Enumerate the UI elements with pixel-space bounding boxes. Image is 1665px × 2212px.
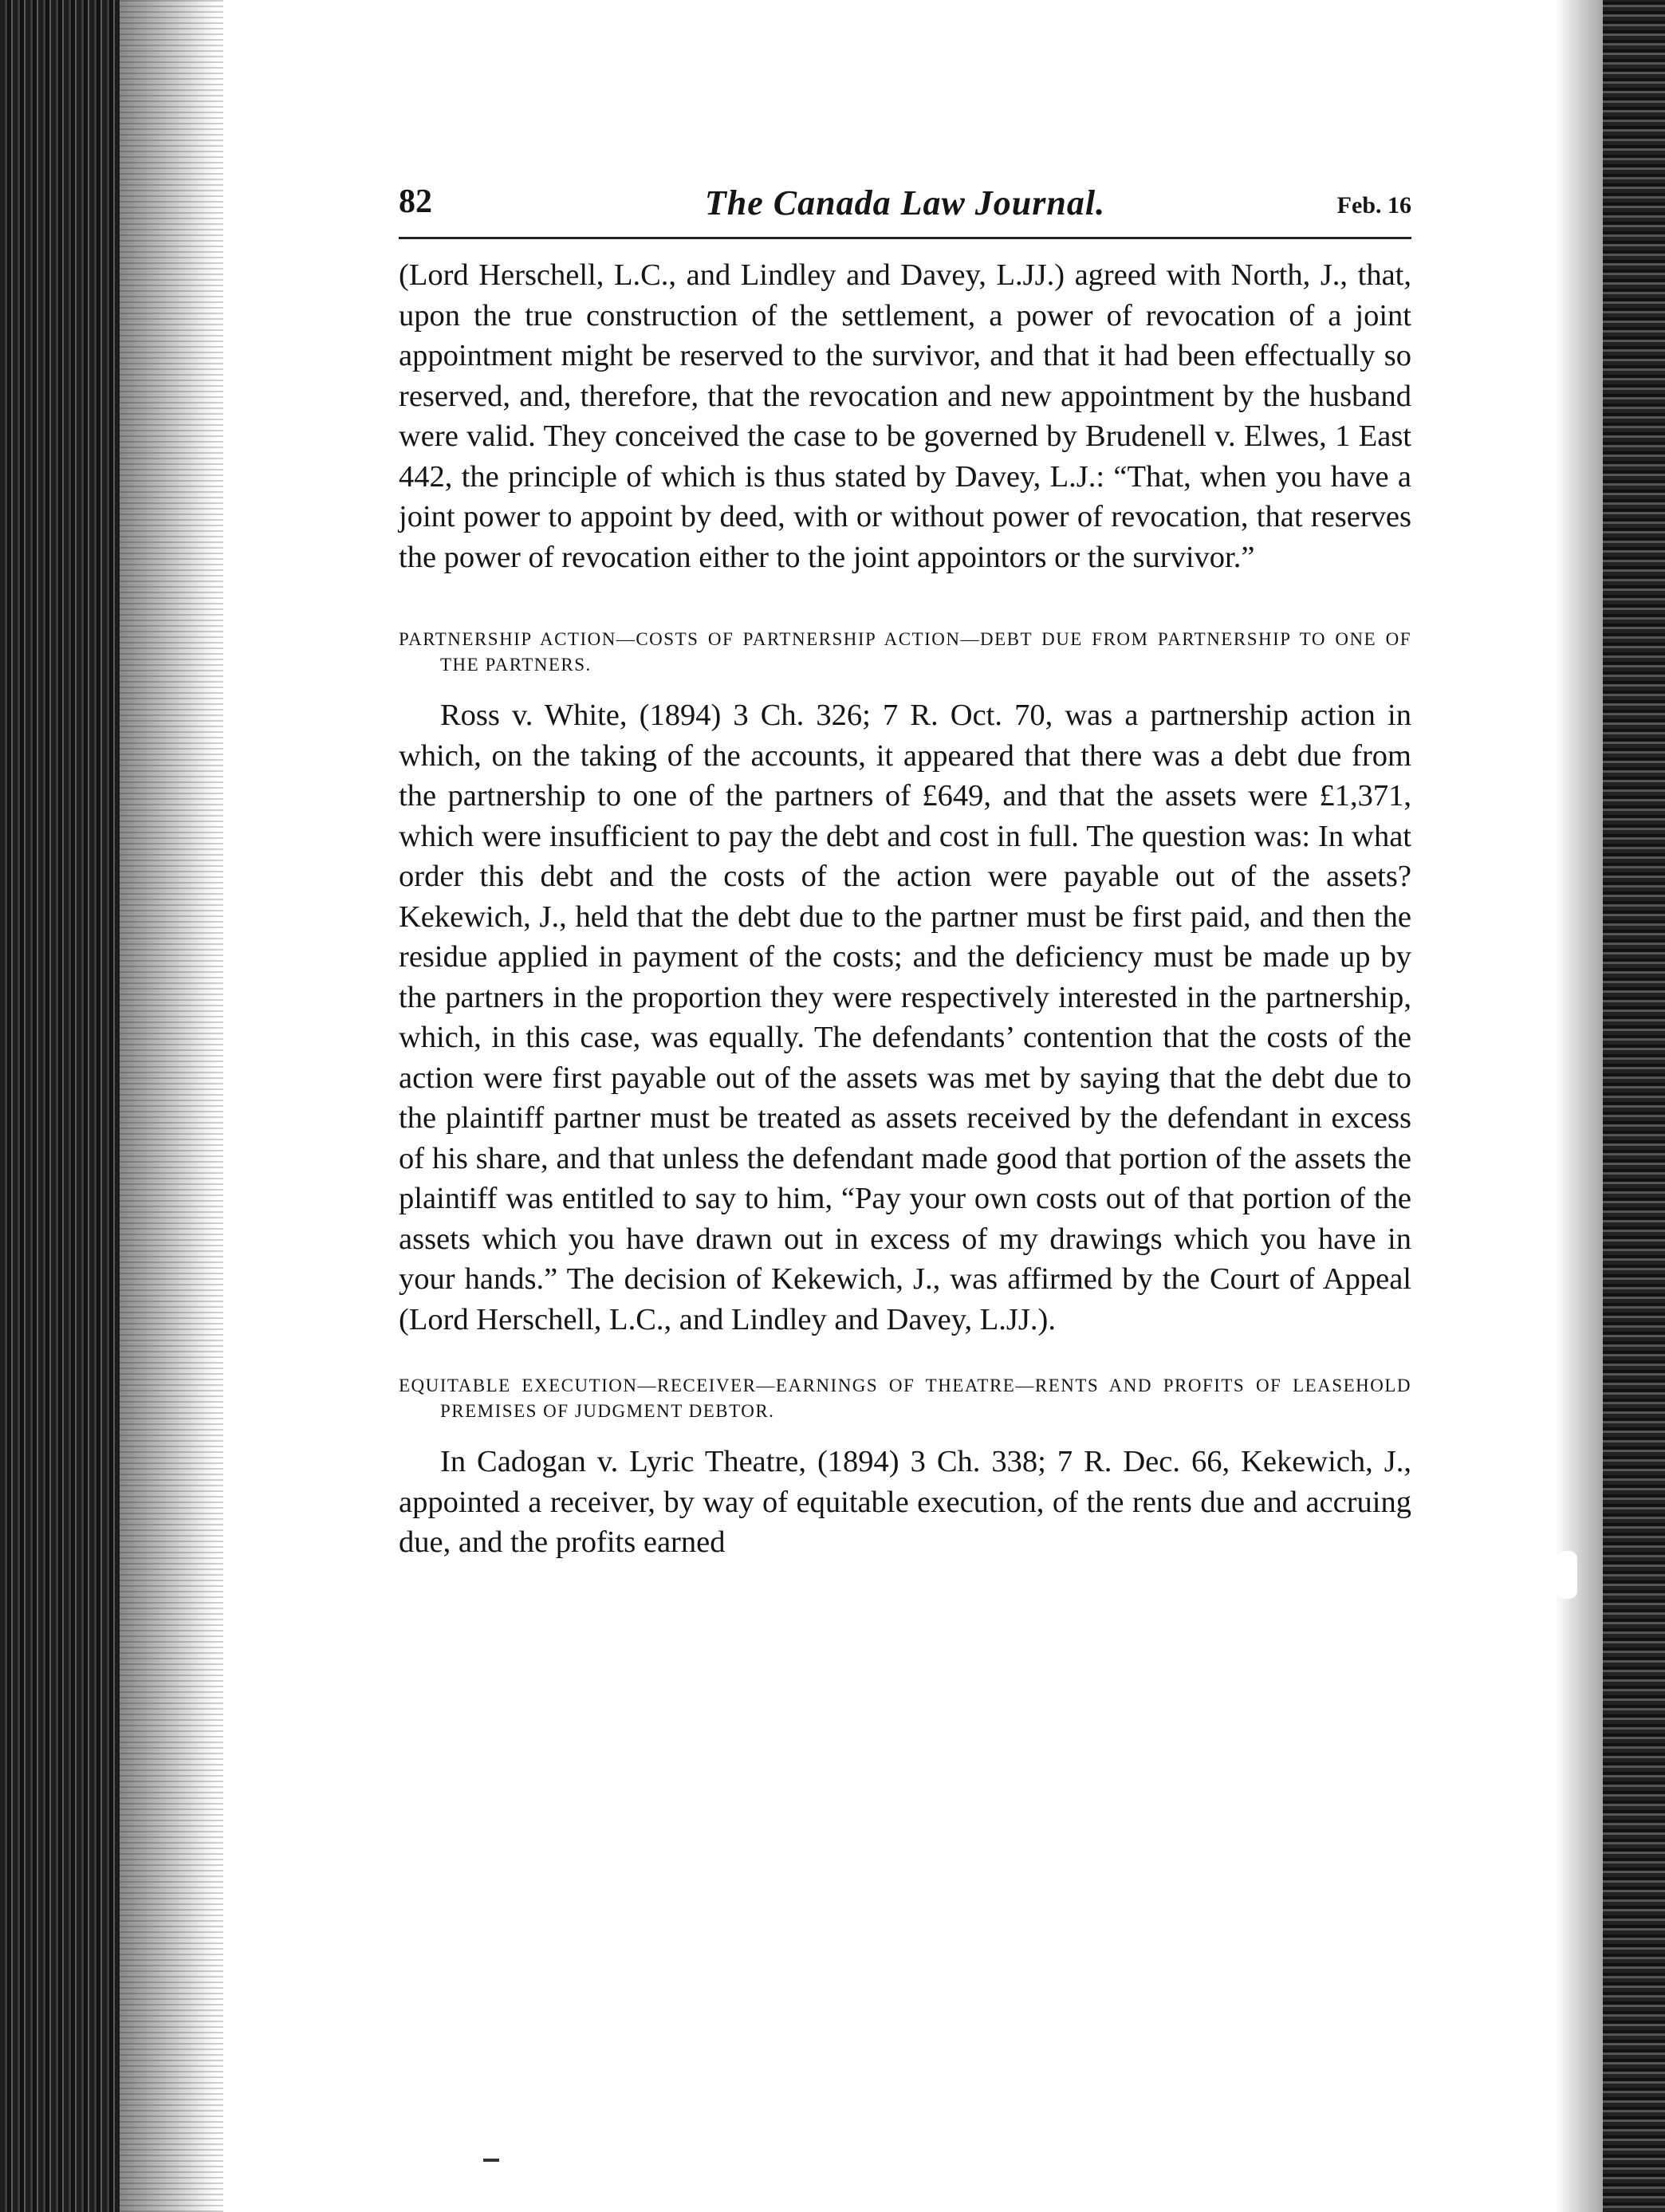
scan-shadow-right: [1555, 0, 1603, 2212]
paragraph-ross-v-white: Ross v. White, (1894) 3 Ch. 326; 7 R. Oct. 70, was a partnership action in which, on the taking of the accounts, it appeared that there was a debt due from the partnership to one of the partners of £649, and that the assets were £1,371, which were insufficient to pay the debt and cost in full. The question was: In what order this debt and the costs of the action were payable out of the assets? Kekewich, J., held that the debt due to the partner must be first paid, and then the residue applied in payment of the costs; and the deficiency must be made up by the partners in the proportion they were respectively interested in the partnership, which, in this case, was equally. The defendants’ contention that the costs of the action were first payable out of the assets was met by saying that the debt due to the plaintiff partner must be treated as assets received by the defendant in excess of his share, and that unless the defendant made good that portion of the assets the plaintiff was entitled to say to him, “Pay your own costs out of that portion of the assets which you have drawn out in excess of my drawings which you have in your hands.” The decision of Kekewich, J., was affirmed by the Court of Appeal (Lord Herschell, L.C., and Lindley and Davey, L.JJ.).: [399, 699, 1411, 1336]
page-number: 82: [399, 183, 432, 220]
paragraph-herschell-opinion: (Lord Herschell, L.C., and Lindley and Davey, L.JJ.) agreed with North, J., that, upon the true construction of the settlement, a power of revocation of a joint appointment might be reserved to the survivor, and that it had been effectually so reserved, and, therefore, that the revocation and new appointment by the husband were valid. They conceived the case to be governed by Brudenell v. Elwes, 1 East 442, the principle of which is thus stated by Davey, L.J.: “That, when you have a joint power to appoint by deed, with or without power of revocation, that reserves the power of revocation either to the joint appointors or the survivor.”: [399, 258, 1411, 574]
section-heading-equitable-execution: EQUITABLE EXECUTION—RECEIVER—EARNINGS OF THEATRE—RENTS AND PROFITS OF LEASEHOLD PREMISES OF JUDGMENT DEBTOR.: [399, 1376, 1411, 1421]
section-heading-partnership: PARTNERSHIP ACTION—COSTS OF PARTNERSHIP ACTION—DEBT DUE FROM PARTNERSHIP TO ONE OF THE PARTNERS.: [399, 629, 1411, 675]
journal-page: [399, 179, 1411, 1563]
page-date: Feb. 16: [1336, 192, 1411, 218]
page-header: [399, 179, 1411, 239]
scan-spot: [1557, 1551, 1577, 1599]
journal-title: The Canada Law Journal.: [704, 183, 1106, 222]
scan-shadow-left: [120, 0, 223, 2212]
scan-mark: [483, 2159, 499, 2162]
paragraph-cadogan-v-lyric: In Cadogan v. Lyric Theatre, (1894) 3 Ch. 338; 7 R. Dec. 66, Kekewich, J., appointed a receiver, by way of equitable execution, of the rents due and accruing due, and the profits earned: [399, 1445, 1411, 1559]
scan-edge-right: [1603, 0, 1665, 2212]
scan-binding-left: [0, 0, 120, 2212]
